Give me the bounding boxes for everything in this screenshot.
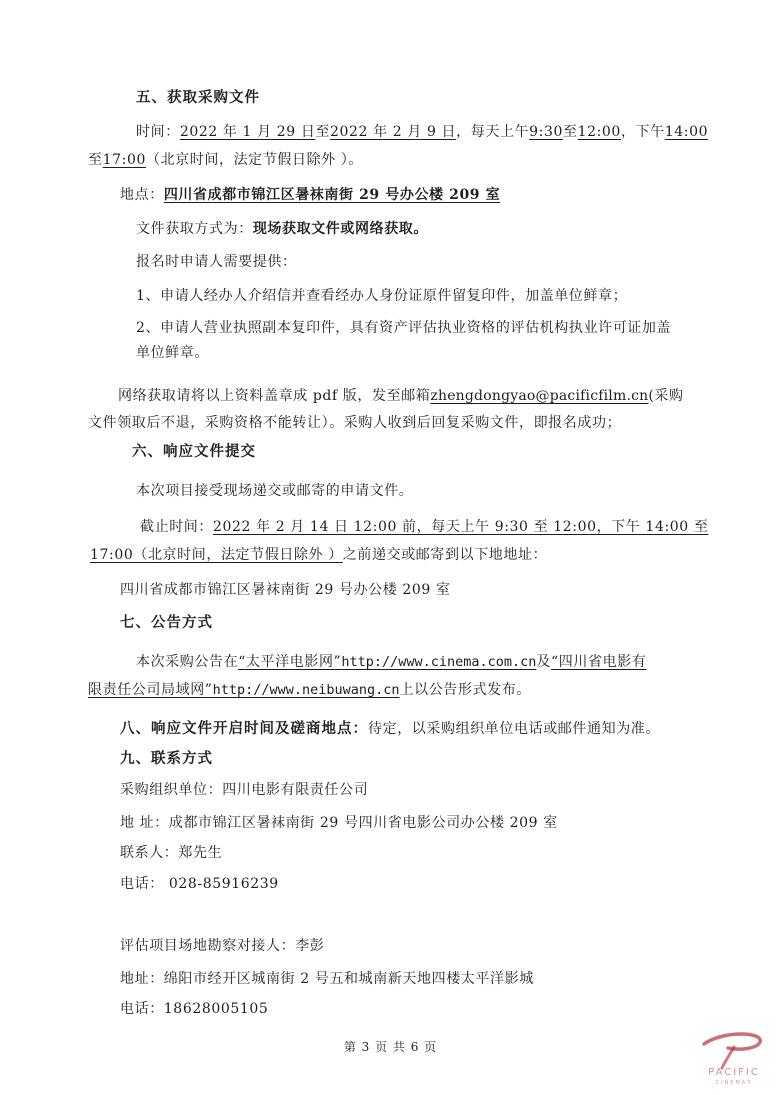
time-daily-pm: ，下午 <box>620 124 665 140</box>
survey-contact: 评估项目场地勘察对接人：李彭 <box>120 938 325 954</box>
time-to-2: 至 <box>562 124 578 140</box>
announce-pre: 本次采购公告在 <box>136 654 239 670</box>
site-1-url[interactable]: http://www.cinema.com.cn <box>341 654 537 670</box>
method-label: 文件获取方式为： <box>136 221 253 237</box>
time-end-date: 2022 年 2 月 9 日 <box>330 124 457 140</box>
deadline-label: 截止时间： <box>140 519 213 535</box>
purchase-place <box>120 188 500 202</box>
section-8-line <box>120 722 660 737</box>
submit-address: 四川省成都市锦江区暑袜南街 29 号办公楼 209 室 <box>120 582 451 598</box>
time-start-date: 2022 年 1 月 29 日 <box>179 124 316 140</box>
page-number: 第 3 页 共 6 页 <box>343 1040 438 1054</box>
announce-post: 上以公告形式发布。 <box>399 682 531 698</box>
deadline-line-1 <box>140 520 708 534</box>
contact-org: 采购组织单位：四川电影有限责任公司 <box>120 782 369 798</box>
online-obtain-line-1 <box>118 389 684 403</box>
announce-and: 及 <box>536 654 552 670</box>
requirement-item-2-line-1: 2、申请人营业执照副本复印件，具有资产评估执业资格的评估机构执业许可证加盖 <box>136 320 672 336</box>
section-5-heading: 五、获取采购文件 <box>136 90 260 106</box>
logo-wordmark: PACIFIC <box>708 1067 760 1078</box>
accept-note: 本次项目接受现场递交或邮寄的申请文件。 <box>136 483 414 499</box>
time-to-3: 至 <box>88 152 103 168</box>
place-value: 四川省成都市锦江区暑袜南街 29 号办公楼 209 室 <box>163 187 501 203</box>
time-note: （北京时间，法定节假日除外 ）。 <box>145 152 364 168</box>
online-text: 网络获取请将以上资料盖章成 pdf 版，发至邮箱 <box>118 388 431 404</box>
requirement-item-1: 1、申请人经办人介绍信并查看经办人身份证原件留复印件，加盖单位鲜章； <box>136 288 628 304</box>
time-am-start: 9:30 <box>529 124 563 140</box>
time-daily-am: ，每天上午 <box>456 124 530 140</box>
section-7-heading: 七、公告方式 <box>120 615 213 631</box>
section-6-heading: 六、响应文件提交 <box>132 444 256 460</box>
site-2-name-a: “四川省电影有 <box>551 654 647 670</box>
method-value: 现场获取文件或网络获取。 <box>252 221 429 237</box>
purchase-time-line-1 <box>136 125 708 139</box>
site-1-name: “太平洋电影网” <box>238 654 342 670</box>
section-8-text: 待定，以采购组织单位电话或邮件通知为准。 <box>368 721 660 737</box>
online-obtain-line-2: 文件领取后不退，采购资格不能转让）。采购人收到后回复采购文件，即报名成功； <box>88 415 622 431</box>
announce-line-2 <box>88 683 531 698</box>
contact-address: 地 址：成都市锦江区暑袜南街 29 号四川省电影公司办公楼 209 室 <box>120 815 558 831</box>
deadline-value: 2022 年 2 月 14 日 12:00 前，每天上午 9:30 至 12:00，下午 14:00 至 <box>213 519 709 535</box>
survey-address: 地址：绵阳市经开区城南街 2 号五和城南新天地四楼太平洋影城 <box>120 971 534 987</box>
site-2-name-b: 限责任公司局域网” <box>88 682 213 698</box>
time-label: 时间： <box>136 124 180 140</box>
section-8-heading: 八、响应文件开启时间及磋商地点： <box>120 721 368 737</box>
deadline-time-note: 17:00（北京时间，法定节假日除外 ） <box>90 547 343 563</box>
online-text-post: (采购 <box>648 388 684 404</box>
deadline-rest: 之前递交或邮寄到以下地地址： <box>342 547 548 563</box>
logo-subtitle: CINEMAS <box>715 1080 753 1086</box>
survey-phone: 电话：18628005105 <box>120 1001 269 1017</box>
contact-phone: 电话： 028-85916239 <box>120 876 279 892</box>
place-label: 地点： <box>120 187 164 203</box>
provide-intro: 报名时申请人需要提供： <box>136 254 297 270</box>
pacific-cinemas-logo <box>694 1030 774 1090</box>
announce-line-1 <box>136 655 646 670</box>
email-link[interactable]: zhengdongyao@pacificfilm.cn <box>430 388 649 404</box>
site-2-url[interactable]: http://www.neibuwang.cn <box>212 682 400 698</box>
time-am-end: 12:00 <box>577 124 621 140</box>
time-to: 至 <box>315 124 331 140</box>
requirement-item-2-line-2: 单位鲜章。 <box>136 345 209 361</box>
contact-person: 联系人：郑先生 <box>120 845 223 861</box>
obtain-method <box>136 222 428 236</box>
deadline-line-2 <box>90 548 547 562</box>
purchase-time-line-2 <box>88 153 363 167</box>
time-pm-start: 14:00 <box>664 124 709 140</box>
time-pm-end: 17:00 <box>102 152 146 168</box>
section-9-heading: 九、联系方式 <box>120 751 213 767</box>
pacific-swoosh-icon <box>694 1030 774 1070</box>
